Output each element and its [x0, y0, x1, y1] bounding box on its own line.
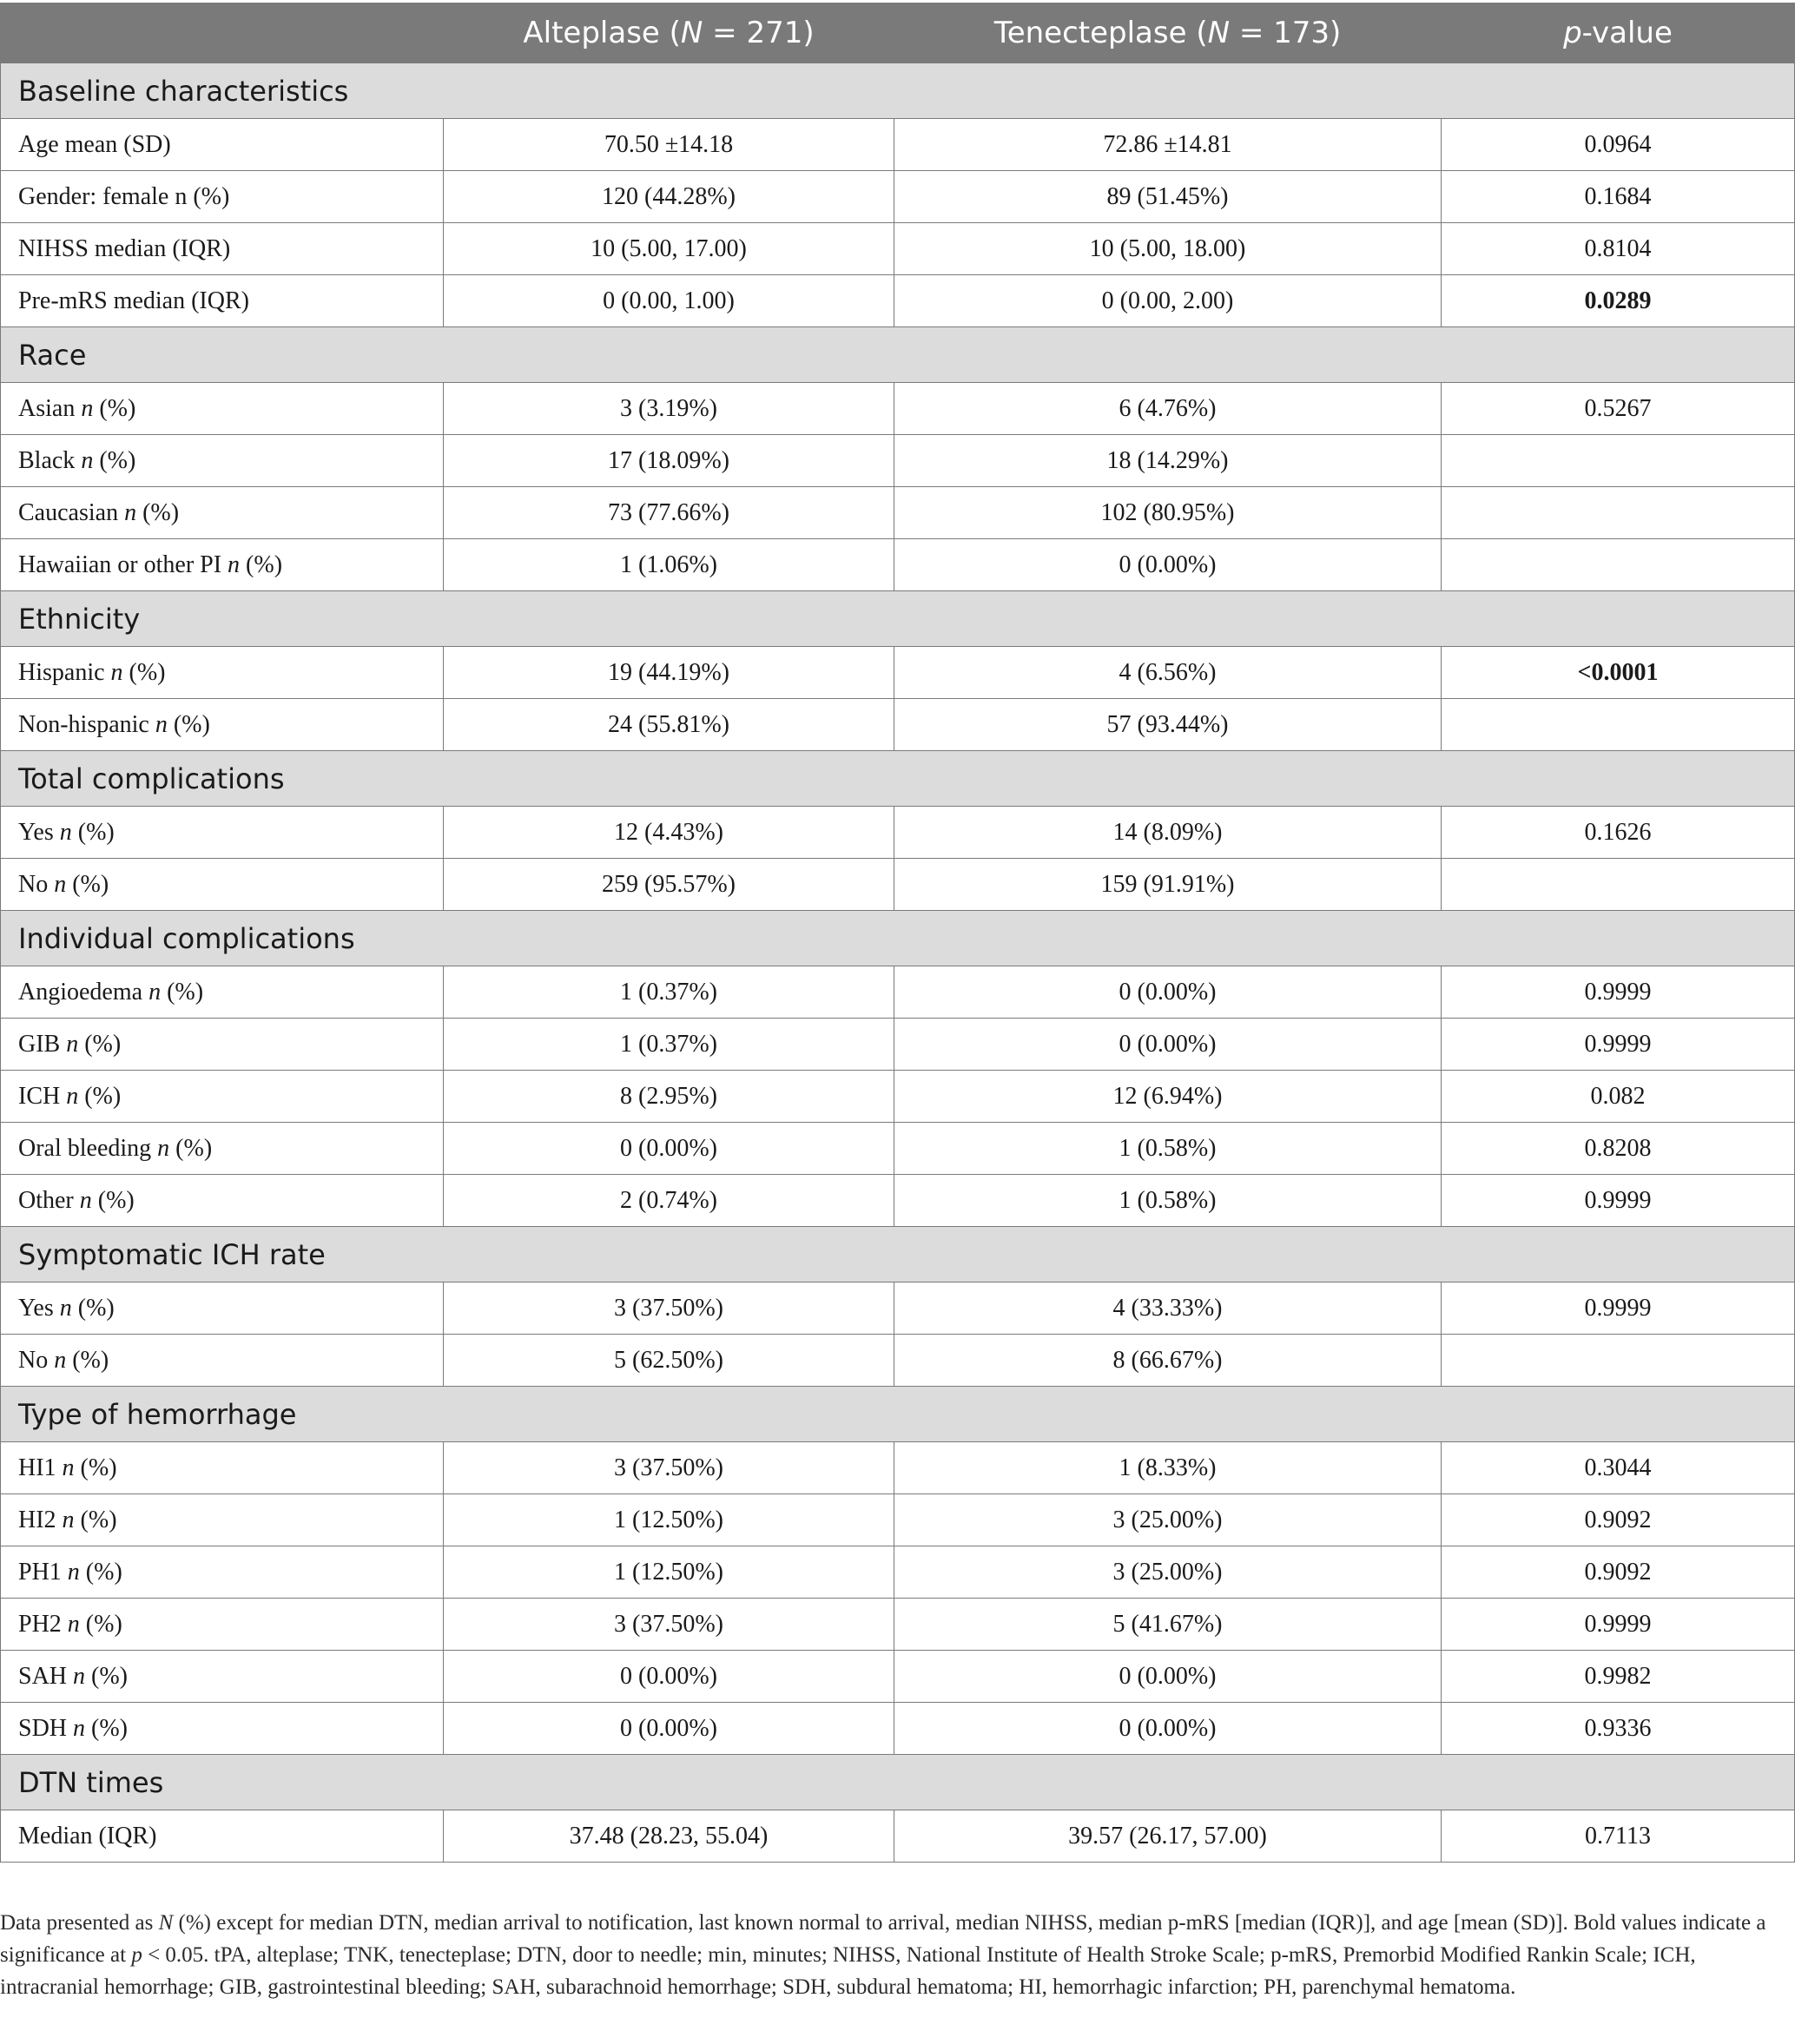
row-label: Pre-mRS median (IQR) [1, 275, 444, 327]
tenecteplase-value: 5 (41.67%) [894, 1599, 1442, 1651]
tenecteplase-value: 3 (25.00%) [894, 1546, 1442, 1599]
tenecteplase-value: 89 (51.45%) [894, 171, 1442, 223]
row-label: No n (%) [1, 1335, 444, 1387]
results-table [0, 3, 1795, 1863]
table-row [1, 1810, 1795, 1863]
tenecteplase-value: 0 (0.00, 2.00) [894, 275, 1442, 327]
row-label: Hawaiian or other PI n (%) [1, 539, 444, 591]
p-value [1442, 435, 1795, 487]
alteplase-value: 0 (0.00%) [444, 1123, 894, 1175]
tenecteplase-value: 8 (66.67%) [894, 1335, 1442, 1387]
table-row [1, 699, 1795, 751]
section-header-row [1, 911, 1795, 966]
alteplase-value: 3 (37.50%) [444, 1442, 894, 1494]
table-row [1, 1599, 1795, 1651]
alteplase-value: 2 (0.74%) [444, 1175, 894, 1227]
alteplase-value: 259 (95.57%) [444, 859, 894, 911]
row-label: Asian n (%) [1, 383, 444, 435]
tenecteplase-value: 0 (0.00%) [894, 1019, 1442, 1071]
table-row [1, 1335, 1795, 1387]
p-value: 0.9092 [1442, 1546, 1795, 1599]
tenecteplase-value: 39.57 (26.17, 57.00) [894, 1810, 1442, 1863]
row-label: Gender: female n (%) [1, 171, 444, 223]
table-row [1, 435, 1795, 487]
table-row [1, 487, 1795, 539]
table-row [1, 966, 1795, 1019]
section-header-row [1, 1387, 1795, 1442]
section-title: Baseline characteristics [1, 63, 1795, 119]
table-header [1, 3, 1795, 63]
section-title: Race [1, 327, 1795, 383]
p-value: 0.9999 [1442, 1175, 1795, 1227]
p-value: 0.9999 [1442, 1019, 1795, 1071]
p-value [1442, 699, 1795, 751]
row-label: HI2 n (%) [1, 1494, 444, 1546]
p-value: 0.9999 [1442, 1282, 1795, 1335]
section-title: Ethnicity [1, 591, 1795, 647]
table-row [1, 383, 1795, 435]
table-row [1, 119, 1795, 171]
tenecteplase-value: 3 (25.00%) [894, 1494, 1442, 1546]
table-row [1, 1123, 1795, 1175]
table-row [1, 1175, 1795, 1227]
section-title: Total complications [1, 751, 1795, 807]
tenecteplase-value: 0 (0.00%) [894, 539, 1442, 591]
alteplase-value: 3 (37.50%) [444, 1282, 894, 1335]
header-p-value: p-value [1442, 3, 1795, 63]
section-title: Individual complications [1, 911, 1795, 966]
alteplase-value: 1 (12.50%) [444, 1546, 894, 1599]
tenecteplase-value: 4 (33.33%) [894, 1282, 1442, 1335]
table-row [1, 539, 1795, 591]
p-value: 0.9982 [1442, 1651, 1795, 1703]
alteplase-value: 70.50 ±14.18 [444, 119, 894, 171]
tenecteplase-value: 1 (8.33%) [894, 1442, 1442, 1494]
tenecteplase-value: 57 (93.44%) [894, 699, 1442, 751]
alteplase-value: 1 (1.06%) [444, 539, 894, 591]
section-title: Type of hemorrhage [1, 1387, 1795, 1442]
table-row [1, 859, 1795, 911]
table-row [1, 647, 1795, 699]
row-label: Caucasian n (%) [1, 487, 444, 539]
tenecteplase-value: 0 (0.00%) [894, 1651, 1442, 1703]
alteplase-value: 0 (0.00%) [444, 1651, 894, 1703]
table-row [1, 1019, 1795, 1071]
p-value: 0.8104 [1442, 223, 1795, 275]
alteplase-value: 0 (0.00%) [444, 1703, 894, 1755]
row-label: Yes n (%) [1, 1282, 444, 1335]
tenecteplase-value: 159 (91.91%) [894, 859, 1442, 911]
row-label: NIHSS median (IQR) [1, 223, 444, 275]
row-label: SAH n (%) [1, 1651, 444, 1703]
row-label: Black n (%) [1, 435, 444, 487]
row-label: No n (%) [1, 859, 444, 911]
section-header-row [1, 1227, 1795, 1282]
section-header-row [1, 327, 1795, 383]
table-row [1, 1703, 1795, 1755]
table-row [1, 807, 1795, 859]
header-tenecteplase: Tenecteplase (N = 173) [894, 3, 1442, 63]
p-value [1442, 1335, 1795, 1387]
table-body [1, 63, 1795, 1863]
p-value: 0.0289 [1442, 275, 1795, 327]
p-value: 0.1684 [1442, 171, 1795, 223]
alteplase-value: 3 (37.50%) [444, 1599, 894, 1651]
tenecteplase-value: 6 (4.76%) [894, 383, 1442, 435]
row-label: Median (IQR) [1, 1810, 444, 1863]
p-value: 0.5267 [1442, 383, 1795, 435]
alteplase-value: 10 (5.00, 17.00) [444, 223, 894, 275]
tenecteplase-value: 72.86 ±14.81 [894, 119, 1442, 171]
p-value [1442, 539, 1795, 591]
tenecteplase-value: 18 (14.29%) [894, 435, 1442, 487]
alteplase-value: 73 (77.66%) [444, 487, 894, 539]
p-value: 0.9999 [1442, 966, 1795, 1019]
p-value: 0.9336 [1442, 1703, 1795, 1755]
p-value: 0.8208 [1442, 1123, 1795, 1175]
alteplase-value: 12 (4.43%) [444, 807, 894, 859]
row-label: PH1 n (%) [1, 1546, 444, 1599]
table-row [1, 1651, 1795, 1703]
tenecteplase-value: 4 (6.56%) [894, 647, 1442, 699]
table-row [1, 1442, 1795, 1494]
tenecteplase-value: 0 (0.00%) [894, 1703, 1442, 1755]
header-alteplase: Alteplase (N = 271) [444, 3, 894, 63]
alteplase-value: 0 (0.00, 1.00) [444, 275, 894, 327]
table-row [1, 1546, 1795, 1599]
tenecteplase-value: 14 (8.09%) [894, 807, 1442, 859]
p-value: 0.9092 [1442, 1494, 1795, 1546]
table-row [1, 1071, 1795, 1123]
table-footnote: Data presented as N (%) except for median DTN, median arrival to notification, last known normal to arrival, median NIHSS, median p-mRS [median (IQR)], and age [mean (SD)]. Bold values indicate a significance at p < 0.05. tPA, alteplase; TNK, tenecteplase; DTN, door to needle; min, minutes; NIHSS, National Institute of Health Stroke Scale; p-mRS, Premorbid Modified Rankin Scale; ICH, intracranial hemorrhage; GIB, gastrointestinal bleeding; SAH, subarachnoid hemorrhage; SDH, subdural hematoma; HI, hemorrhagic infarction; PH, parenchymal hematoma. [0, 1911, 1766, 1999]
table-row [1, 275, 1795, 327]
p-value [1442, 487, 1795, 539]
table-row [1, 223, 1795, 275]
row-label: Yes n (%) [1, 807, 444, 859]
section-title: Symptomatic ICH rate [1, 1227, 1795, 1282]
tenecteplase-value: 1 (0.58%) [894, 1175, 1442, 1227]
row-label: HI1 n (%) [1, 1442, 444, 1494]
alteplase-value: 8 (2.95%) [444, 1071, 894, 1123]
row-label: ICH n (%) [1, 1071, 444, 1123]
section-title: DTN times [1, 1755, 1795, 1810]
section-header-row [1, 63, 1795, 119]
tenecteplase-value: 12 (6.94%) [894, 1071, 1442, 1123]
row-label: Angioedema n (%) [1, 966, 444, 1019]
tenecteplase-value: 102 (80.95%) [894, 487, 1442, 539]
p-value: 0.1626 [1442, 807, 1795, 859]
header-blank-cell [1, 3, 444, 63]
alteplase-value: 19 (44.19%) [444, 647, 894, 699]
p-value: 0.3044 [1442, 1442, 1795, 1494]
alteplase-value: 17 (18.09%) [444, 435, 894, 487]
p-value: 0.0964 [1442, 119, 1795, 171]
p-value: 0.9999 [1442, 1599, 1795, 1651]
row-label: Non-hispanic n (%) [1, 699, 444, 751]
alteplase-value: 1 (0.37%) [444, 1019, 894, 1071]
alteplase-value: 120 (44.28%) [444, 171, 894, 223]
p-value: 0.082 [1442, 1071, 1795, 1123]
p-value: 0.7113 [1442, 1810, 1795, 1863]
table-container [0, 3, 1794, 1863]
tenecteplase-value: 0 (0.00%) [894, 966, 1442, 1019]
alteplase-value: 37.48 (28.23, 55.04) [444, 1810, 894, 1863]
row-label: PH2 n (%) [1, 1599, 444, 1651]
tenecteplase-value: 1 (0.58%) [894, 1123, 1442, 1175]
p-value [1442, 859, 1795, 911]
table-row [1, 1494, 1795, 1546]
section-header-row [1, 591, 1795, 647]
row-label: Oral bleeding n (%) [1, 1123, 444, 1175]
alteplase-value: 1 (12.50%) [444, 1494, 894, 1546]
table-row [1, 1282, 1795, 1335]
table-row [1, 171, 1795, 223]
row-label: Other n (%) [1, 1175, 444, 1227]
row-label: GIB n (%) [1, 1019, 444, 1071]
alteplase-value: 24 (55.81%) [444, 699, 894, 751]
row-label: SDH n (%) [1, 1703, 444, 1755]
section-header-row [1, 1755, 1795, 1810]
row-label: Hispanic n (%) [1, 647, 444, 699]
p-value: <0.0001 [1442, 647, 1795, 699]
section-header-row [1, 751, 1795, 807]
alteplase-value: 1 (0.37%) [444, 966, 894, 1019]
tenecteplase-value: 10 (5.00, 18.00) [894, 223, 1442, 275]
row-label: Age mean (SD) [1, 119, 444, 171]
alteplase-value: 5 (62.50%) [444, 1335, 894, 1387]
alteplase-value: 3 (3.19%) [444, 383, 894, 435]
